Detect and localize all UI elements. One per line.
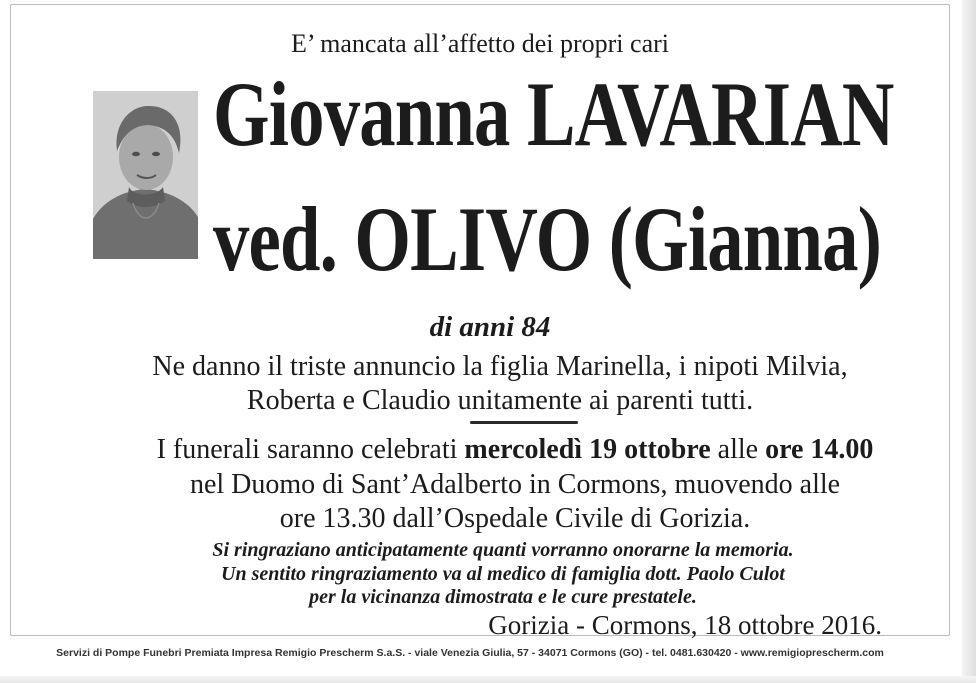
thanks-line-3: per la vicinanza dimostrata e le cure prestatele. bbox=[309, 586, 697, 608]
funeral-line-3: ore 13.30 dall’Ospedale Civile di Gorizia. bbox=[279, 503, 751, 534]
announcement-line-2: Roberta e Claudio unitamente ai parenti tutti. bbox=[246, 385, 754, 416]
deceased-photo bbox=[93, 91, 198, 259]
scan-edge-bottom bbox=[0, 676, 976, 683]
place-and-date: Gorizia - Cormons, 18 ottobre 2016. bbox=[488, 610, 882, 640]
scan-edge-right bbox=[962, 0, 976, 683]
thanks-line-2: Un sentito ringraziamento va al medico di famiglia dott. Paolo Culot bbox=[221, 563, 785, 585]
funeral-line-2: nel Duomo di Sant’Adalberto in Cormons, muovendo alle bbox=[189, 469, 841, 500]
deceased-name: Giovanna LAVARIAN bbox=[213, 63, 894, 165]
funeral-day: mercoledì 19 ottobre bbox=[464, 434, 711, 465]
divider bbox=[470, 421, 578, 424]
funeral-line-1 bbox=[120, 433, 910, 467]
intro-text: E’ mancata all’affetto dei propri cari bbox=[290, 29, 669, 58]
funeral-time: ore 14.00 bbox=[765, 434, 874, 465]
announcement-line-1: Ne danno il triste annuncio la figlia Marinella, i nipoti Milvia, bbox=[152, 351, 848, 382]
funeral-intro: I funerali saranno celebrati bbox=[156, 434, 465, 465]
deceased-married-name: ved. OLIVO (Gianna) bbox=[213, 188, 882, 290]
funeral-connector: alle bbox=[710, 434, 766, 465]
deceased-age: di anni 84 bbox=[429, 311, 551, 343]
funeral-home-footer: Servizi di Pompe Funebri Premiata Impresa Remigio Prescherm S.a.S. - viale Venezia Giulia, 57 - 34071 Cormons (GO) - tel. 0481.630420 - www.remigioprescherm.com bbox=[56, 647, 884, 659]
thanks-line-1: Si ringraziano anticipatamente quanti vorranno onorarne la memoria. bbox=[212, 539, 794, 561]
